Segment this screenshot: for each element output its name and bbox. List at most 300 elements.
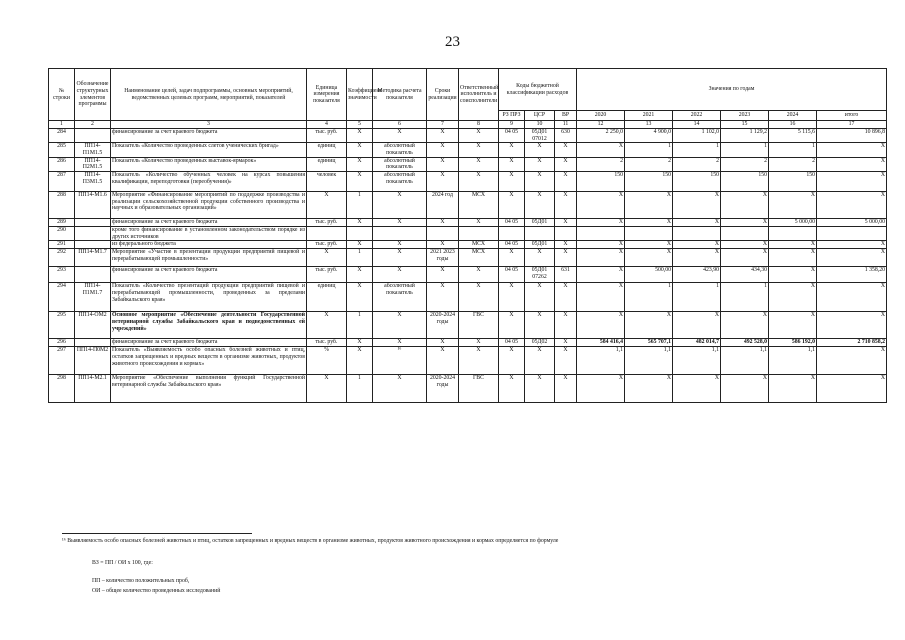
structure-code: ПП14-П1М1.7 (75, 283, 111, 312)
responsible: МСХ (459, 241, 499, 249)
table-row (49, 226, 887, 240)
code-rz: X (499, 157, 525, 171)
responsible (459, 226, 499, 240)
term: X (427, 157, 459, 171)
value-2024: X (769, 241, 817, 249)
row-number: 292 (49, 249, 75, 267)
table-row (49, 218, 887, 226)
structure-code: ПП14-М2.1 (75, 375, 111, 403)
value-2021: X (625, 312, 673, 339)
responsible: ГВС (459, 375, 499, 403)
code-vr: X (555, 283, 577, 312)
code-rz: 04 05 (499, 267, 525, 283)
row-name: Мероприятие «Финансирование мероприятий по поддержке производства и реализации сельскохозяйственной продукции собственного производства и научных и образовательных организаций» (111, 191, 307, 218)
value-2022: 2 (673, 157, 721, 171)
coef: X (347, 143, 373, 157)
row-number: 295 (49, 312, 75, 339)
value-2022: X (673, 218, 721, 226)
value-2022: X (673, 191, 721, 218)
coef (347, 226, 373, 240)
value-total: X (817, 171, 887, 191)
code-rz: X (499, 143, 525, 157)
value-total: X (817, 143, 887, 157)
method: X (373, 375, 427, 403)
structure-code (75, 267, 111, 283)
value-2021: X (625, 191, 673, 218)
value-2021: 1 (625, 143, 673, 157)
unit: единиц (307, 157, 347, 171)
term: X (427, 129, 459, 143)
row-number: 284 (49, 129, 75, 143)
row-name: из федерального бюджета (111, 241, 307, 249)
code-csr: 05Д01 (525, 218, 555, 226)
value-2023: X (721, 218, 769, 226)
code-rz: X (499, 171, 525, 191)
row-name: Показатель «Количество презентаций продукции предприятий пищевой и перерабатывающей промышленности, проведенных за пределами Забайкальского края» (111, 283, 307, 312)
coef: 1 (347, 249, 373, 267)
col-number: 13 (625, 121, 673, 129)
code-rz: X (499, 191, 525, 218)
term: X (427, 171, 459, 191)
header-year-2022: 2022 (673, 111, 721, 121)
value-2021: 2 (625, 157, 673, 171)
responsible: X (459, 283, 499, 312)
responsible: ГВС (459, 312, 499, 339)
unit: % (307, 347, 347, 375)
structure-code: ПП14-П0М2 (75, 347, 111, 375)
value-2020: 150 (577, 171, 625, 191)
row-number: 294 (49, 283, 75, 312)
footnote-definition-oi: ОИ – общее количество проведенных исследований (92, 588, 221, 594)
col-number: 5 (347, 121, 373, 129)
value-2023: 2 (721, 157, 769, 171)
value-total: X (817, 283, 887, 312)
code-csr: X (525, 312, 555, 339)
method: абсолютный показатель (373, 171, 427, 191)
unit: X (307, 191, 347, 218)
value-2022: 1 (673, 283, 721, 312)
table-body (49, 129, 887, 403)
code-vr: X (555, 312, 577, 339)
table-row (49, 191, 887, 218)
value-2020: 1,1 (577, 347, 625, 375)
col-number: 16 (769, 121, 817, 129)
value-2020: 2 (577, 157, 625, 171)
header-coef: Коэффициент значимости (347, 69, 373, 121)
unit: тыс. руб. (307, 218, 347, 226)
value-total (817, 226, 887, 240)
structure-code (75, 241, 111, 249)
value-2020: 584 416,4 (577, 339, 625, 347)
code-rz: 04 05 (499, 129, 525, 143)
value-total: X (817, 375, 887, 403)
value-2020: X (577, 283, 625, 312)
responsible: X (459, 171, 499, 191)
row-number: 290 (49, 226, 75, 240)
header-rz: РЗ ПРЗ (499, 111, 525, 121)
value-2023: 1,1 (721, 347, 769, 375)
row-number: 297 (49, 347, 75, 375)
table-row (49, 375, 887, 403)
method (373, 226, 427, 240)
coef: 1 (347, 191, 373, 218)
structure-code: ПП14-П1М1.5 (75, 143, 111, 157)
responsible: X (459, 218, 499, 226)
code-rz: X (499, 283, 525, 312)
value-2023: X (721, 375, 769, 403)
table-row (49, 267, 887, 283)
program-table (48, 68, 887, 403)
structure-code (75, 129, 111, 143)
value-2024: 5 115,6 (769, 129, 817, 143)
table-row (49, 241, 887, 249)
footnote-formula: ВЗ = ПП / ОИ х 100, где: (92, 560, 153, 566)
unit: единиц (307, 283, 347, 312)
value-2021: 500,00 (625, 267, 673, 283)
code-vr: X (555, 249, 577, 267)
value-2021: 1,1 (625, 347, 673, 375)
value-2020: X (577, 267, 625, 283)
value-2022: X (673, 375, 721, 403)
col-number: 9 (499, 121, 525, 129)
col-number: 4 (307, 121, 347, 129)
header-year-2021: 2021 (625, 111, 673, 121)
value-2022: 423,90 (673, 267, 721, 283)
code-vr (555, 226, 577, 240)
row-name: Показатель «Количество обученных человек на курсах повышения квалификации, переподготовки (переобучения)» (111, 171, 307, 191)
method: X (373, 241, 427, 249)
code-rz: X (499, 347, 525, 375)
row-name: финансирование за счет краевого бюджета (111, 339, 307, 347)
col-number: 8 (459, 121, 499, 129)
value-2024: 5 000,00 (769, 218, 817, 226)
code-vr: 630 (555, 129, 577, 143)
term: X (427, 339, 459, 347)
table-row (49, 347, 887, 375)
unit: X (307, 312, 347, 339)
header-year-2020: 2020 (577, 111, 625, 121)
coef: X (347, 267, 373, 283)
value-total: 2 710 858,2 (817, 339, 887, 347)
code-csr: X (525, 143, 555, 157)
method: X (373, 339, 427, 347)
value-2021: X (625, 375, 673, 403)
code-vr: X (555, 157, 577, 171)
row-name: Показатель «Количество проведенных слетов ученических бригад» (111, 143, 307, 157)
responsible: X (459, 143, 499, 157)
row-name: финансирование за счет краевого бюджета (111, 129, 307, 143)
value-2023: 1 (721, 143, 769, 157)
unit: X (307, 375, 347, 403)
col-number: 1 (49, 121, 75, 129)
value-2024: X (769, 283, 817, 312)
value-2020: X (577, 375, 625, 403)
coef: X (347, 218, 373, 226)
code-rz: 04 05 (499, 241, 525, 249)
code-csr: X (525, 347, 555, 375)
table-row (49, 157, 887, 171)
row-number: 288 (49, 191, 75, 218)
responsible: X (459, 339, 499, 347)
header-values: Значения по годам (577, 69, 887, 111)
value-2024 (769, 226, 817, 240)
row-name: кроме того финансирование в установленном законодательством порядке из других источников (112, 226, 305, 240)
row-number: 285 (49, 143, 75, 157)
unit: человек (307, 171, 347, 191)
code-csr (525, 226, 555, 240)
structure-code: ПП14-М1.7 (75, 249, 111, 267)
term: X (427, 267, 459, 283)
method: X (373, 218, 427, 226)
row-number: 289 (49, 218, 75, 226)
row-name: Мероприятие «Обеспечение выполнения функций Государственной ветеринарной службы Забайкальского края» (111, 375, 307, 403)
value-2020: X (577, 249, 625, 267)
method: абсолютный показатель (373, 143, 427, 157)
method: X (373, 191, 427, 218)
column-number-row (49, 121, 887, 129)
value-2022: 1,1 (673, 347, 721, 375)
responsible: X (459, 129, 499, 143)
term: X (427, 347, 459, 375)
code-csr: X (525, 171, 555, 191)
col-number: 15 (721, 121, 769, 129)
value-2021: X (625, 218, 673, 226)
row-number: 296 (49, 339, 75, 347)
col-number: 17 (817, 121, 887, 129)
term: 2020-2024 годы (427, 312, 459, 339)
header-name: Наименование целей, задач подпрограммы, основных мероприятий, ведомственных целевых программ, мероприятий, показателей (111, 69, 307, 121)
value-total: X (817, 157, 887, 171)
col-number: 11 (555, 121, 577, 129)
value-2023: 492 528,0 (721, 339, 769, 347)
code-csr: 05Д02 (525, 339, 555, 347)
unit: тыс. руб. (307, 129, 347, 143)
coef: X (347, 157, 373, 171)
value-2021: 1 (625, 283, 673, 312)
unit: тыс. руб. (307, 339, 347, 347)
value-2020: X (577, 312, 625, 339)
term: X (427, 218, 459, 226)
page-number: 23 (445, 34, 460, 50)
table-row (49, 129, 887, 143)
row-number: 293 (49, 267, 75, 283)
row-number: 286 (49, 157, 75, 171)
structure-code: ПП14-П2М1.5 (75, 157, 111, 171)
value-total: X (817, 241, 887, 249)
value-2024: X (769, 191, 817, 218)
code-vr: X (555, 347, 577, 375)
code-vr: 631 (555, 267, 577, 283)
header-responsible: Ответственный исполнитель и соисполнители (459, 69, 499, 121)
table-row (49, 171, 887, 191)
value-2023: X (721, 249, 769, 267)
structure-code: ПП14-П3М1.5 (75, 171, 111, 191)
method: X (373, 267, 427, 283)
footnote-definition-pp: ПП – количество положительных проб, (92, 578, 190, 584)
unit: единиц (307, 143, 347, 157)
method: абсолютный показатель (373, 283, 427, 312)
value-2024: X (769, 312, 817, 339)
responsible: МСХ (459, 249, 499, 267)
term: X (427, 283, 459, 312)
code-csr: X (525, 249, 555, 267)
code-rz (499, 226, 525, 240)
coef: X (347, 171, 373, 191)
table-row (49, 339, 887, 347)
code-vr: X (555, 241, 577, 249)
value-2024: X (769, 249, 817, 267)
table-row (49, 249, 887, 267)
responsible: X (459, 267, 499, 283)
method: X (373, 129, 427, 143)
value-2020: X (577, 218, 625, 226)
value-2021: X (625, 249, 673, 267)
coef: 1 (347, 375, 373, 403)
col-number: 10 (525, 121, 555, 129)
coef: 1 (347, 312, 373, 339)
unit: тыс. руб. (307, 241, 347, 249)
value-2020 (577, 226, 625, 240)
coef: X (347, 347, 373, 375)
row-name: Мероприятие «Участие в презентации продукции предприятий пищевой и перерабатывающей промышленности» (111, 249, 307, 267)
row-number: 298 (49, 375, 75, 403)
unit (307, 226, 347, 240)
value-total: 1 358,20 (817, 267, 887, 283)
value-2022: 150 (673, 171, 721, 191)
code-rz: 04 05 (499, 218, 525, 226)
code-csr: X (525, 157, 555, 171)
code-csr: X (525, 283, 555, 312)
code-csr: X (525, 375, 555, 403)
row-name: финансирование за счет краевого бюджета (111, 267, 307, 283)
row-name: финансирование за счет краевого бюджета (111, 218, 307, 226)
value-2024: 1,1 (769, 347, 817, 375)
code-csr: 05Д01 07012 (525, 129, 555, 143)
code-csr: X (525, 191, 555, 218)
value-total: 10 896,8 (817, 129, 887, 143)
value-2022: 1 102,0 (673, 129, 721, 143)
value-2024: 150 (769, 171, 817, 191)
structure-code: ПП14-М1.6 (75, 191, 111, 218)
value-2020: X (577, 143, 625, 157)
value-2021 (625, 226, 673, 240)
code-rz: X (499, 375, 525, 403)
row-name: Показатель «Количество проведенных выставок-ярмарок» (111, 157, 307, 171)
code-rz: X (499, 312, 525, 339)
value-2021: 565 707,1 (625, 339, 673, 347)
term: X (427, 143, 459, 157)
value-2022: 1 (673, 143, 721, 157)
structure-code: ПП14-ОМ2 (75, 312, 111, 339)
footnote-text: ¹⁶ Выявляемость особо опасных болезней животных и птиц, остатков запрещенных и вредных веществ в организме животных, продуктов животного происхождения и кормах определяется по формуле (62, 538, 559, 544)
code-vr: X (555, 375, 577, 403)
code-csr: 05Д01 (525, 241, 555, 249)
value-total: X (817, 191, 887, 218)
value-2024: 586 192,0 (769, 339, 817, 347)
header-structure: Обозначение структурных элементов программы (75, 69, 111, 121)
structure-code (75, 218, 111, 226)
value-total: X (817, 347, 887, 375)
value-2023 (721, 226, 769, 240)
value-2022 (673, 226, 721, 240)
header-codes: Коды бюджетной классификации расходов (499, 69, 577, 111)
col-number: 3 (111, 121, 307, 129)
row-number: 291 (49, 241, 75, 249)
term: X (427, 241, 459, 249)
coef: X (347, 241, 373, 249)
method: ¹⁶ (373, 347, 427, 375)
structure-code (75, 226, 111, 240)
col-number: 14 (673, 121, 721, 129)
row-number: 287 (49, 171, 75, 191)
table-row (49, 143, 887, 157)
responsible: МСХ (459, 191, 499, 218)
value-2022: X (673, 312, 721, 339)
value-2023: 150 (721, 171, 769, 191)
col-number: 6 (373, 121, 427, 129)
value-2021: 150 (625, 171, 673, 191)
term (427, 226, 459, 240)
value-2023: 1 129,2 (721, 129, 769, 143)
value-2023: X (721, 241, 769, 249)
code-csr: 05Д01 07262 (525, 267, 555, 283)
value-2020: 2 250,0 (577, 129, 625, 143)
col-number: 12 (577, 121, 625, 129)
footnote-rule (62, 533, 252, 534)
col-number: 2 (75, 121, 111, 129)
value-2022: X (673, 241, 721, 249)
coef: X (347, 129, 373, 143)
term: 2024 год (427, 191, 459, 218)
value-2022: X (673, 249, 721, 267)
responsible: X (459, 347, 499, 375)
value-2024: 2 (769, 157, 817, 171)
code-vr: X (555, 143, 577, 157)
header-term: Сроки реализации (427, 69, 459, 121)
value-total: 5 000,00 (817, 218, 887, 226)
header-row-number: № строки (49, 69, 75, 121)
code-rz: X (499, 249, 525, 267)
header-csr: ЦСР (525, 111, 555, 121)
method: X (373, 249, 427, 267)
header-vr: ВР (555, 111, 577, 121)
unit: тыс. руб. (307, 267, 347, 283)
method: абсолютный показатель (373, 157, 427, 171)
header-year-2024: 2024 (769, 111, 817, 121)
value-2023: X (721, 312, 769, 339)
col-number: 7 (427, 121, 459, 129)
header-unit: Единица измерения показателя (307, 69, 347, 121)
value-2023: X (721, 191, 769, 218)
value-2021: X (625, 241, 673, 249)
value-2022: 482 014,7 (673, 339, 721, 347)
code-vr: X (555, 339, 577, 347)
value-total: X (817, 249, 887, 267)
header-method: Методика расчета показателя (373, 69, 427, 121)
value-total: X (817, 312, 887, 339)
coef: X (347, 339, 373, 347)
value-2021: 4 900,0 (625, 129, 673, 143)
term: 2020-2024 годы (427, 375, 459, 403)
responsible: X (459, 157, 499, 171)
term: 2021 2023 годы (427, 249, 459, 267)
value-2020: X (577, 191, 625, 218)
header-year-2023: 2023 (721, 111, 769, 121)
coef: X (347, 283, 373, 312)
table-row (49, 283, 887, 312)
code-vr: X (555, 171, 577, 191)
table-row (49, 312, 887, 339)
